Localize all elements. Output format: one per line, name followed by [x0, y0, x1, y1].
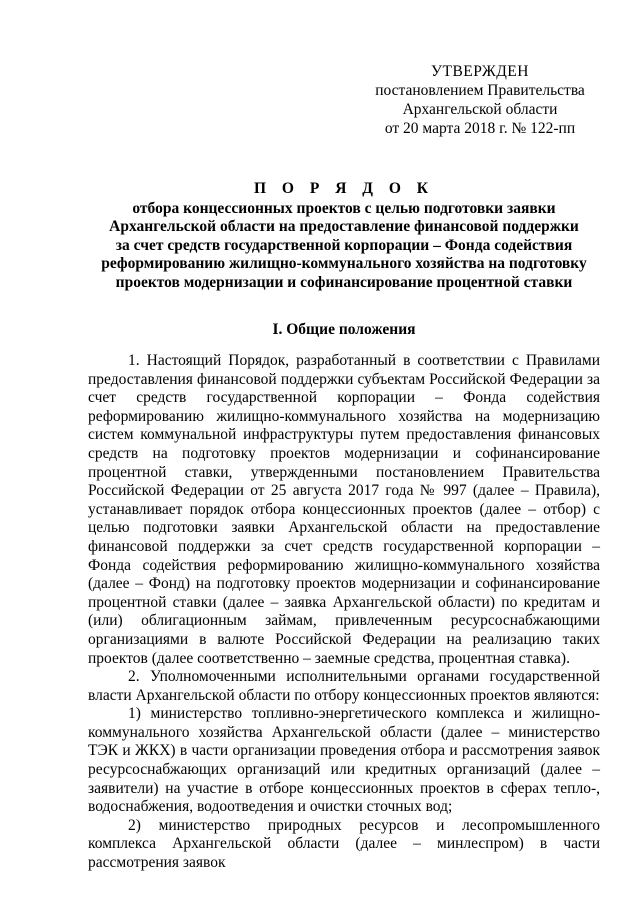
approval-line-region: Архангельской области — [402, 101, 558, 118]
title-line-4: реформированию жилищно-коммунального хозяйства на подготовку — [101, 255, 587, 272]
title-line-2: Архангельской области на предоставление финансовой поддержки — [109, 218, 579, 235]
document-body — [88, 352, 600, 873]
approval-block — [360, 62, 600, 138]
paragraph-2-item-2: 2) министерство природных ресурсов и лесопромышленного комплекса Архангельской области (далее – минлеспром) в части рассмотрения заявок — [88, 816, 600, 872]
approval-line-resolution: постановлением Правительства — [375, 82, 585, 99]
paragraph-2-item-1: 1) министерство топливно-энергетического комплекса и жилищно-коммунального хозяйства Архангельской области (далее – министерство ТЭК и ЖКХ) в части организации проведения отбора и рассмотрения заявок ресурсоснабжающих организаций или кредитных организаций (далее – заявители) на участие в отборе концессионных проектов в сферах тепло-, водоснабжения, водоотведения и очистки сточных вод; — [88, 705, 600, 816]
approval-line-date: от 20 марта 2018 г. № 122-пп — [384, 120, 576, 137]
title-line-3: за счет средств государственной корпорации – Фонда содействия — [115, 236, 573, 254]
title-line-1: отбора концессионных проектов с целью подготовки заявки — [132, 199, 556, 217]
document-title — [88, 180, 600, 292]
approval-title: УТВЕРЖДЕН — [431, 63, 529, 80]
title-line-5: проектов модернизации и софинансирование процентной ставки — [115, 273, 573, 291]
paragraph-2: 2. Уполномоченными исполнительными органами государственной власти Архангельской области по отбору концессионных проектов являются: — [88, 668, 600, 704]
paragraph-1: 1. Настоящий Порядок, разработанный в соответствии с Правилами предоставления финансовой поддержки субъектам Российской Федерации за счет средств государственной корпорации – Фонда содействия реформированию жилищно-коммунального хозяйства на модернизацию систем коммунальной инфраструктуры путем предоставления финансовых средств на подготовку проектов модернизации и софинансирование процентной ставки, утвержденными постановлением Правительства Российской Федерации от 25 августа 2017 года № 997 (далее – Правила), устанавливает порядок отбора концессионных проектов (далее – отбор) с целью подготовки заявки Архангельской области на предоставление финансовой поддержки за счет средств государственной корпорации – Фонда содействия реформированию жилищно-коммунального хозяйства (далее – Фонд) на подготовку проектов модернизации и софинансирование процентной ставки (далее – заявка Архангельской области) по кредитам и (или) облигационным займам, привлеченным ресурсоснабжающими организациями в валюте Российской Федерации на реализацию таких проектов (далее соответственно – заемные средства, процентная ставка). — [88, 352, 600, 667]
title-word: П О Р Я Д О К — [254, 180, 434, 197]
section-heading: I. Общие положения — [272, 321, 416, 338]
